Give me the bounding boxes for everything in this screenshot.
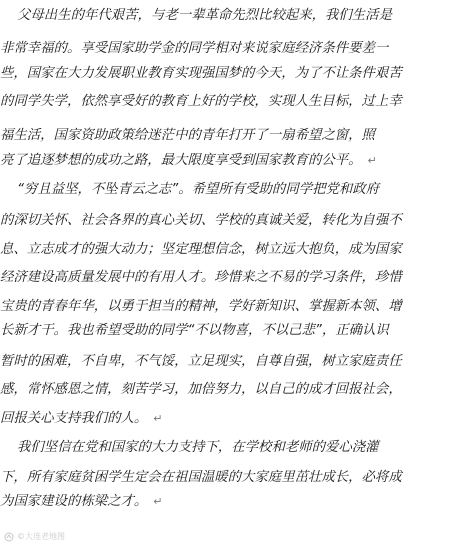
watermark-text: ©大连老地图 xyxy=(17,532,65,541)
line-text: 亮了追逐梦想的成功之路，最大限度享受到国家教育的公平。 xyxy=(0,153,362,168)
text-line xyxy=(0,92,456,112)
line-text: 的同学失学，依然享受好的教育上好的学校，实现人生目标，过上幸 xyxy=(0,94,402,109)
line-text: 感，常怀感恩之情，刻苦学习，加倍努力，以自己的成才回报社会， xyxy=(0,382,402,397)
watermark xyxy=(4,530,65,544)
text-line xyxy=(0,151,456,171)
text-line xyxy=(0,492,456,512)
paragraph-mark-icon: ↵ xyxy=(153,412,163,425)
line-text: 些，国家在大力发展职业教育实现强国梦的今天，为了不让条件艰苦 xyxy=(0,66,402,81)
line-text: 暂时的困难，不自卑，不气馁，立足现实，自尊自强，树立家庭责任 xyxy=(0,354,402,369)
text-line xyxy=(0,240,456,260)
line-text: 下，所有家庭贫困学生定会在祖国温暖的大家庭里茁壮成长，必将成 xyxy=(0,470,402,485)
text-line xyxy=(0,39,456,59)
line-text: 经济建设高质量发展中的有用人才。珍惜来之不易的学习条件，珍惜 xyxy=(0,270,402,285)
text-line xyxy=(0,268,456,288)
paragraph-mark-icon: ↵ xyxy=(367,154,377,167)
text-line xyxy=(0,321,456,341)
text-line xyxy=(0,6,456,26)
text-line xyxy=(0,211,456,231)
line-text: 的深切关怀、社会各界的真心关切、学校的真诚关爱，转化为自强不 xyxy=(0,213,402,228)
text-line xyxy=(0,380,456,400)
text-line xyxy=(0,352,456,372)
text-line xyxy=(0,409,456,429)
text-line xyxy=(0,180,456,200)
watermark-logo-icon xyxy=(4,532,14,542)
line-text: 为国家建设的栋梁之才。 xyxy=(0,494,148,509)
line-text: 非常幸福的。享受国家助学金的同学相对来说家庭经济条件要差一 xyxy=(0,41,389,56)
line-text: 父母出生的年代艰苦，与老一辈革命先烈比较起来，我们生活是 xyxy=(0,8,392,23)
text-line xyxy=(0,438,456,458)
text-line xyxy=(0,297,456,317)
line-text: 长新才干。我也希望受助的同学“不以物喜，不以己悲”，正确认识 xyxy=(0,323,389,338)
line-text: “穷且益坚，不坠青云之志”。希望所有受助的同学把党和政府 xyxy=(0,182,380,197)
text-line xyxy=(0,126,456,146)
line-text: 宝贵的青春年华，以勇于担当的精神，学好新知识、掌握新本领、增 xyxy=(0,299,402,314)
line-text: 息、立志成才的强大动力；坚定理想信念，树立远大抱负，成为国家 xyxy=(0,242,402,257)
line-text: 我们坚信在党和国家的大力支持下，在学校和老师的爱心浇灌 xyxy=(0,440,379,455)
line-text: 福生活，国家资助政策给迷茫中的青年打开了一扇希望之窗，照 xyxy=(0,128,375,143)
line-text: 回报关心支持我们的人。 xyxy=(0,411,148,426)
paragraph-mark-icon: ↵ xyxy=(153,495,163,508)
text-line xyxy=(0,64,456,84)
text-line xyxy=(0,468,456,488)
